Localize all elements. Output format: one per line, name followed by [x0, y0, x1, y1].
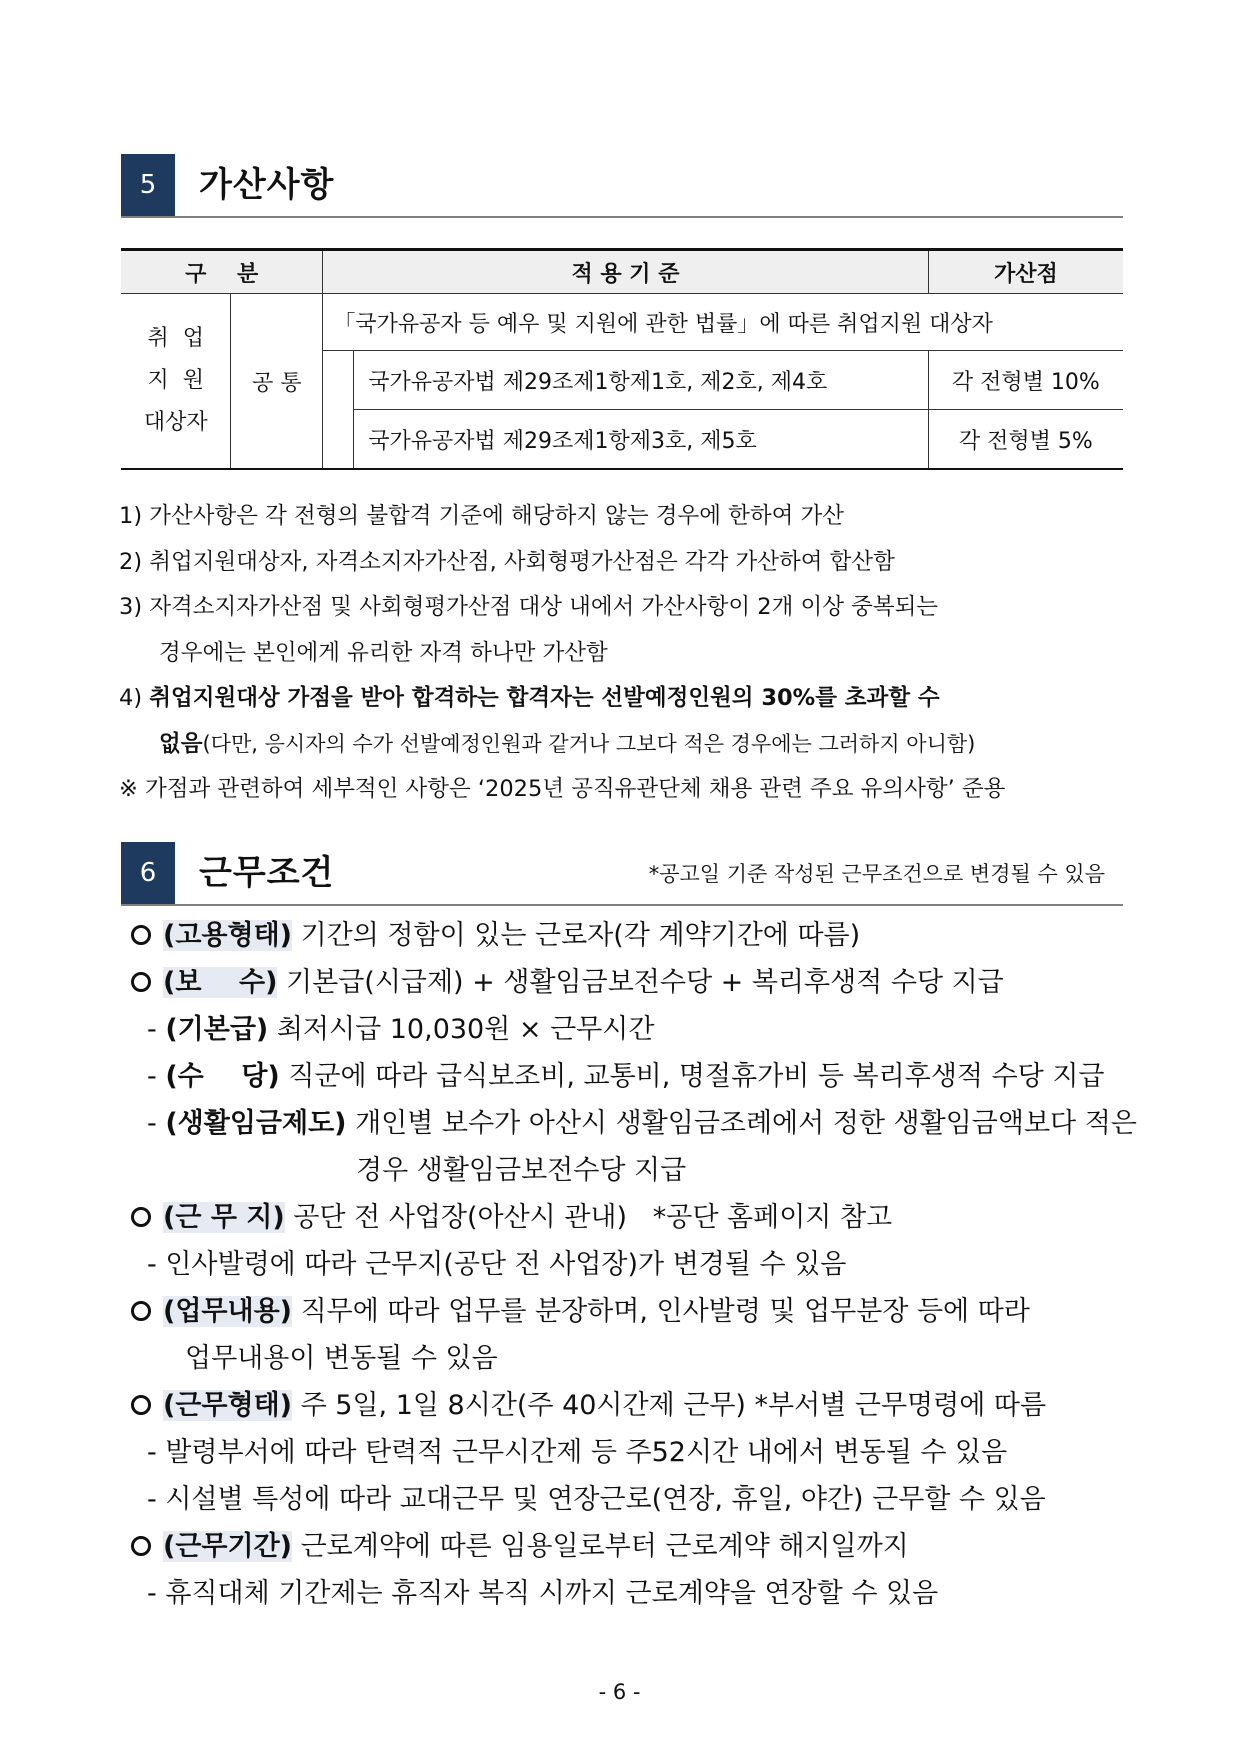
- item-text: 공단 전 사업장(아산시 관내) *공단 홈페이지 참고: [284, 1202, 893, 1233]
- item-text: 직군에 따라 급식보조비, 교통비, 명절휴가비 등 복리후생적 수당 지급: [279, 1061, 1105, 1092]
- note-1: 1) 가산사항은 각 전형의 불합격 기준에 해당하지 않는 경우에 한하여 가산: [119, 503, 844, 529]
- item-label: (고용형태): [163, 920, 293, 951]
- table-row: [121, 294, 1123, 351]
- list-subitem: [131, 1100, 1137, 1147]
- criteria-cell: 국가유공자법 제29조제1항제1호, 제2호, 제4호: [354, 351, 928, 410]
- list-subitem: [131, 1429, 1131, 1476]
- list-subitem: [131, 1476, 1131, 1523]
- circle-bullet-icon: [131, 1395, 151, 1415]
- law-text: 「국가유공자 등 예우 및 지원에 관한 법률」에 따른 취업지원 대상자: [323, 294, 1123, 351]
- item-text: 휴직대체 기간제는 휴직자 복직 시까지 근로계약을 연장할 수 있음: [165, 1578, 939, 1609]
- points-cell: 각 전형별 5%: [928, 410, 1123, 470]
- points-cell: 각 전형별 10%: [928, 351, 1123, 410]
- item-text: 기본급(시급제) + 생활임금보전수당 + 복리후생적 수당 지급: [277, 967, 1004, 998]
- list-item-continued: 업무내용이 변동될 수 있음: [185, 1343, 498, 1374]
- list-subitem-continued: 경우 생활임금보전수당 지급: [356, 1155, 687, 1186]
- group-label: [121, 294, 231, 470]
- circle-bullet-icon: [131, 972, 151, 992]
- dash-marker: -: [147, 1484, 166, 1515]
- working-conditions: [131, 912, 1137, 1617]
- note-3: 3) 자격소지자가산점 및 사회형평가산점 대상 내에서 가산사항이 2개 이상 중복되는: [119, 594, 939, 620]
- reference-note: ※ 가점과 관련하여 세부적인 사항은 ‘2025년 공직유관단체 채용 관련 주요 유의사항’ 준용: [119, 776, 1006, 802]
- circle-bullet-icon: [131, 925, 151, 945]
- item-text: 근로계약에 따른 임용일로부터 근로계약 해지일까지: [292, 1531, 909, 1562]
- dash-marker: -: [147, 1108, 166, 1139]
- list-subitem: [131, 1006, 1131, 1053]
- sub-label: 공 통: [231, 294, 323, 470]
- note-3-continued: 경우에는 본인에게 유리한 자격 하나만 가산함: [159, 639, 608, 666]
- item-text: 최저시급 10,030원 × 근무시간: [268, 1014, 655, 1045]
- dash-marker: -: [147, 1014, 166, 1045]
- item-text: 발령부서에 따라 탄력적 근무시간제 등 주52시간 내에서 변동될 수 있음: [165, 1437, 1008, 1468]
- group-label-line: 지 원: [147, 368, 204, 393]
- item-label: (근무기간): [163, 1531, 293, 1562]
- list-item: [131, 1288, 1131, 1335]
- item-label: (기본급): [165, 1014, 269, 1045]
- item-text: 기간의 정함이 있는 근로자(각 계약기간에 따름): [292, 920, 861, 951]
- list-item: [131, 1382, 1131, 1429]
- group-label-line: 대상자: [143, 410, 208, 435]
- item-text: 시설별 특성에 따라 교대근무 및 연장근로(연장, 휴일, 야간) 근무할 수 있음: [165, 1484, 1046, 1515]
- indent-spacer: [323, 351, 354, 470]
- note-4-continued: [119, 722, 1129, 768]
- header-category: 구 분: [121, 250, 323, 294]
- list-item: [131, 912, 1131, 959]
- dash-marker: -: [147, 1249, 166, 1280]
- circle-bullet-icon: [131, 1207, 151, 1227]
- section-5-header: [121, 154, 1123, 218]
- item-text: 인사발령에 따라 근무지(공단 전 사업장)가 변경될 수 있음: [165, 1249, 847, 1280]
- section-6-number: 6: [121, 842, 175, 904]
- header-criteria: 적 용 기 준: [323, 250, 928, 294]
- circle-bullet-icon: [131, 1301, 151, 1321]
- item-label: (생활임금제도): [165, 1108, 347, 1139]
- list-item: [131, 1523, 1131, 1570]
- dash-marker: -: [147, 1578, 166, 1609]
- group-label-line: 취 업: [147, 326, 204, 351]
- page-number: - 6 -: [598, 1680, 641, 1704]
- note-4-bold-tail: 없음: [159, 730, 203, 757]
- note-4-bold: 취업지원대상 가점을 받아 합격하는 합격자는 선발예정인원의 30%를 초과할 수: [149, 685, 940, 711]
- item-label: (보 수): [163, 967, 278, 998]
- item-label: (수 당): [165, 1061, 280, 1092]
- bonus-notes: [119, 494, 1129, 813]
- dash-marker: -: [147, 1437, 166, 1468]
- item-label: (업무내용): [163, 1296, 293, 1327]
- circle-bullet-icon: [131, 1536, 151, 1556]
- section-6-title: 근무조건: [199, 853, 335, 893]
- note-4-paren: (다만, 응시자의 수가 선발예정인원과 같거나 그보다 적은 경우에는 그러하지 아니함): [202, 731, 976, 756]
- item-text: 개인별 보수가 아산시 생활임금조례에서 정한 생활임금액보다 적은: [346, 1108, 1137, 1139]
- section-5-number: 5: [121, 154, 175, 216]
- section-5-title: 가산사항: [199, 165, 335, 205]
- criteria-cell: 국가유공자법 제29조제1항제3호, 제5호: [354, 410, 928, 470]
- dash-marker: -: [147, 1061, 166, 1092]
- item-label: (근무형태): [163, 1390, 293, 1421]
- note-4: [119, 676, 1129, 722]
- list-subitem: [131, 1570, 1131, 1617]
- item-text: 주 5일, 1일 8시간(주 40시간제 근무) *부서별 근무명령에 따름: [292, 1390, 1047, 1421]
- list-item: [131, 1194, 1131, 1241]
- note-2: 2) 취업지원대상자, 자격소지자가산점, 사회형평가산점은 각각 가산하여 합산함: [119, 548, 895, 575]
- section-6-note: *공고일 기준 작성된 근무조건으로 변경될 수 있음: [648, 862, 1105, 886]
- table-header-row: [121, 250, 1123, 294]
- bonus-points-table: [121, 248, 1123, 470]
- section-6-header: [121, 842, 1123, 906]
- item-label: (근 무 지): [163, 1202, 285, 1233]
- list-item: [131, 959, 1131, 1006]
- note-4-prefix: 4): [119, 685, 150, 711]
- item-text: 직무에 따라 업무를 분장하며, 인사발령 및 업무분장 등에 따라: [292, 1296, 1030, 1327]
- list-subitem: [131, 1053, 1131, 1100]
- header-points: 가산점: [928, 250, 1123, 294]
- list-subitem: [131, 1241, 1131, 1288]
